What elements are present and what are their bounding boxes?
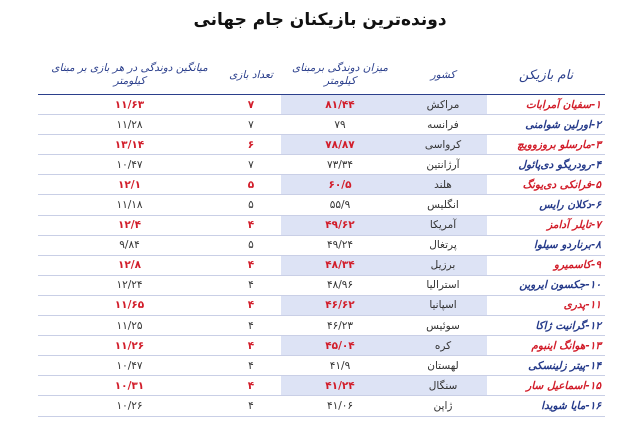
table-row: [38, 356, 605, 376]
average-cell: ۱۱/۲۶: [38, 336, 221, 356]
table-row: [38, 396, 605, 416]
table-row: [38, 215, 605, 235]
player-name: ۱۰-جکسون ایروین: [487, 275, 605, 295]
table-body: [38, 95, 605, 417]
distance-cell: ۸۱/۴۴: [281, 95, 399, 115]
table-header-row: [38, 56, 605, 95]
games-cell: ۴: [221, 336, 281, 356]
player-name: ۵-فرانکی دی‌یونگ: [487, 175, 605, 195]
country-cell: فرانسه: [399, 115, 487, 135]
distance-cell: ۷۸/۸۷: [281, 135, 399, 155]
games-cell: ۷: [221, 155, 281, 175]
table-row: [38, 295, 605, 315]
distance-cell: ۷۳/۳۴: [281, 155, 399, 175]
games-cell: ۴: [221, 255, 281, 275]
header-distance: میزان دوندگی برمبنای کیلومتر: [281, 56, 399, 95]
country-cell: انگلیس: [399, 195, 487, 215]
average-cell: ۱۱/۲۸: [38, 115, 221, 135]
games-cell: ۴: [221, 376, 281, 396]
distance-cell: ۴۵/۰۴: [281, 336, 399, 356]
distance-cell: ۴۹/۶۲: [281, 215, 399, 235]
table-row: [38, 115, 605, 135]
table-row: [38, 175, 605, 195]
player-name: ۱۱-پدری: [487, 295, 605, 315]
average-cell: ۱۲/۴: [38, 215, 221, 235]
header-country: کشور: [399, 56, 487, 95]
distance-cell: ۴۱/۰۶: [281, 396, 399, 416]
country-cell: آمریکا: [399, 215, 487, 235]
table-row: [38, 235, 605, 255]
games-cell: ۴: [221, 275, 281, 295]
average-cell: ۱۰/۳۱: [38, 376, 221, 396]
games-cell: ۴: [221, 316, 281, 336]
stats-table: [38, 56, 605, 417]
average-cell: ۱۱/۶۵: [38, 295, 221, 315]
country-cell: آرژانتین: [399, 155, 487, 175]
player-name: ۱۳-هوانگ اینبوم: [487, 336, 605, 356]
player-name: ۱۶-مایا شویدا: [487, 396, 605, 416]
country-cell: کرواسی: [399, 135, 487, 155]
games-cell: ۷: [221, 115, 281, 135]
games-cell: ۵: [221, 195, 281, 215]
average-cell: ۹/۸۴: [38, 235, 221, 255]
average-cell: ۱۰/۴۷: [38, 155, 221, 175]
country-cell: هلند: [399, 175, 487, 195]
distance-cell: ۴۹/۲۴: [281, 235, 399, 255]
average-cell: ۱۲/۱: [38, 175, 221, 195]
player-name: ۶-دکلان رایس: [487, 195, 605, 215]
distance-cell: ۴۶/۲۳: [281, 316, 399, 336]
average-cell: ۱۳/۱۴: [38, 135, 221, 155]
header-games: تعداد بازی: [221, 56, 281, 95]
average-cell: ۱۲/۲۴: [38, 275, 221, 295]
country-cell: لهستان: [399, 356, 487, 376]
country-cell: ژاپن: [399, 396, 487, 416]
player-name: ۲-اورلین شوامنی: [487, 115, 605, 135]
table-row: [38, 336, 605, 356]
games-cell: ۵: [221, 235, 281, 255]
average-cell: ۱۱/۲۵: [38, 316, 221, 336]
country-cell: کره: [399, 336, 487, 356]
table-row: [38, 376, 605, 396]
table-row: [38, 95, 605, 115]
distance-cell: ۶۰/۵: [281, 175, 399, 195]
average-cell: ۱۰/۲۶: [38, 396, 221, 416]
player-name: ۱۲-گرانیت ژاکا: [487, 316, 605, 336]
games-cell: ۷: [221, 95, 281, 115]
country-cell: پرتغال: [399, 235, 487, 255]
table-row: [38, 316, 605, 336]
average-cell: ۱۲/۸: [38, 255, 221, 275]
country-cell: اسپانیا: [399, 295, 487, 315]
player-name: ۱-سفیان آمرابات: [487, 95, 605, 115]
country-cell: استرالیا: [399, 275, 487, 295]
player-name: ۹-کاسمیرو: [487, 255, 605, 275]
player-name: ۱۴-پیتر زلینسکی: [487, 356, 605, 376]
average-cell: ۱۱/۶۳: [38, 95, 221, 115]
player-name: ۱۵-اسماعیل سار: [487, 376, 605, 396]
player-name: ۷-تایلر آدامز: [487, 215, 605, 235]
games-cell: ۴: [221, 215, 281, 235]
header-player: نام بازیکن: [487, 56, 605, 95]
header-average: میانگین دوندگی در هر بازی بر مبنای کیلومتر: [38, 56, 221, 95]
games-cell: ۴: [221, 295, 281, 315]
table-row: [38, 195, 605, 215]
distance-cell: ۴۱/۲۴: [281, 376, 399, 396]
distance-cell: ۴۱/۹: [281, 356, 399, 376]
games-cell: ۴: [221, 396, 281, 416]
average-cell: ۱۱/۱۸: [38, 195, 221, 215]
player-name: ۳-مارسلو بروزوویچ: [487, 135, 605, 155]
country-cell: سوئیس: [399, 316, 487, 336]
distance-cell: ۴۶/۶۲: [281, 295, 399, 315]
table-row: [38, 155, 605, 175]
distance-cell: ۴۸/۳۴: [281, 255, 399, 275]
average-cell: ۱۰/۴۷: [38, 356, 221, 376]
page-title: دونده‌ترین بازیکنان جام جهانی: [193, 10, 447, 30]
distance-cell: ۷۹: [281, 115, 399, 135]
games-cell: ۶: [221, 135, 281, 155]
table-row: [38, 255, 605, 275]
games-cell: ۵: [221, 175, 281, 195]
distance-cell: ۵۵/۹: [281, 195, 399, 215]
country-cell: سنگال: [399, 376, 487, 396]
table-row: [38, 275, 605, 295]
table-row: [38, 135, 605, 155]
country-cell: برزیل: [399, 255, 487, 275]
games-cell: ۴: [221, 356, 281, 376]
country-cell: مراکش: [399, 95, 487, 115]
distance-cell: ۴۸/۹۶: [281, 275, 399, 295]
player-name: ۴-رودریگو دی‌پائول: [487, 155, 605, 175]
player-name: ۸-برناردو سیلوا: [487, 235, 605, 255]
